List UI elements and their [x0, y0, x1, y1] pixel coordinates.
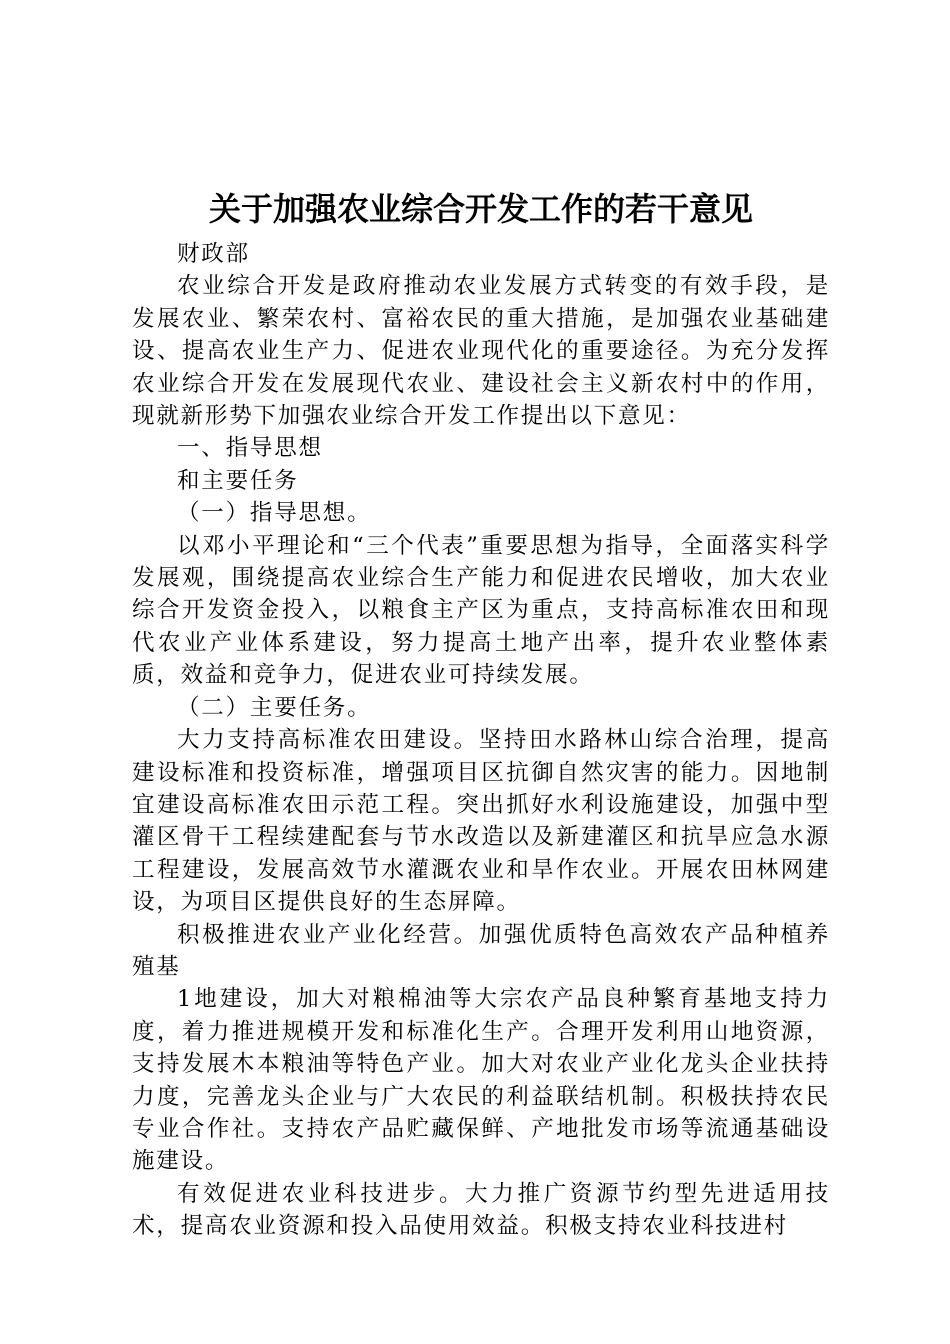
- paragraph-technology: 有效促进农业科技进步。大力推广资源节约型先进适用技术，提高农业资源和投入品使用效益。积极支持农业科技进村: [132, 1180, 830, 1240]
- paragraph-base-construction: 1地建设，加大对粮棉油等大宗农产品良种繁育基地支持力度，着力推进规模开发和标准化生产。合理开发利用山地资源，支持发展木本粮油等特色产业。加大对农业产业化龙头企业扶持力度，完善龙头企业与广大农民的利益联结机制。积极扶持农民专业合作社。支持农产品贮藏保鲜、产地批发市场等流通基础设施建设。: [132, 986, 830, 1175]
- paragraph-industrialization: 积极推进农业产业化经营。加强优质特色高效农产品种植养殖基: [132, 921, 830, 980]
- document-author: 财政部: [177, 241, 250, 267]
- heading-guiding-ideas: 一、指导思想: [177, 435, 323, 462]
- heading-main-tasks: 和主要任务: [177, 467, 299, 494]
- document-page: [132, 186, 830, 1243]
- paragraph-guiding-ideas: 以邓小平理论和“三个代表”重要思想为指导，全面落实科学发展观，围绕提高农业综合生产能力和促进农民增收，加大农业综合开发资金投入，以粮食主产区为重点，支持高标准农田和现代农业产业体系建设，努力提高土地产出率，提升农业整体素质，效益和竞争力，促进农业可持续发展。: [132, 532, 830, 689]
- document-title: 关于加强农业综合开发工作的若干意见: [208, 190, 753, 228]
- subheading-guiding-ideas: （一）指导思想。: [177, 500, 372, 527]
- paragraph-farmland: 大力支持高标准农田建设。坚持田水路林山综合治理，提高建设标准和投资标准，增强项目区抗御自然灾害的能力。因地制宜建设高标准农田示范工程。突出抓好水利设施建设，加强中型灌区骨干工程续建配套与节水改造以及新建灌区和抗旱应急水源工程建设，发展高效节水灌溉农业和旱作农业。开展农田林网建设，为项目区提供良好的生态屏障。: [132, 727, 830, 916]
- subheading-main-tasks: （二）主要任务。: [177, 694, 372, 721]
- paragraph-intro: 农业综合开发是政府推动农业发展方式转变的有效手段，是发展农业、繁荣农村、富裕农民的重大措施，是加强农业基础建设、提高农业生产力、促进农业现代化的重要途径。为充分发挥农业综合开发在发展现代农业、建设社会主义新农村中的作用，现就新形势下加强农业综合开发工作提出以下意见：: [132, 273, 830, 430]
